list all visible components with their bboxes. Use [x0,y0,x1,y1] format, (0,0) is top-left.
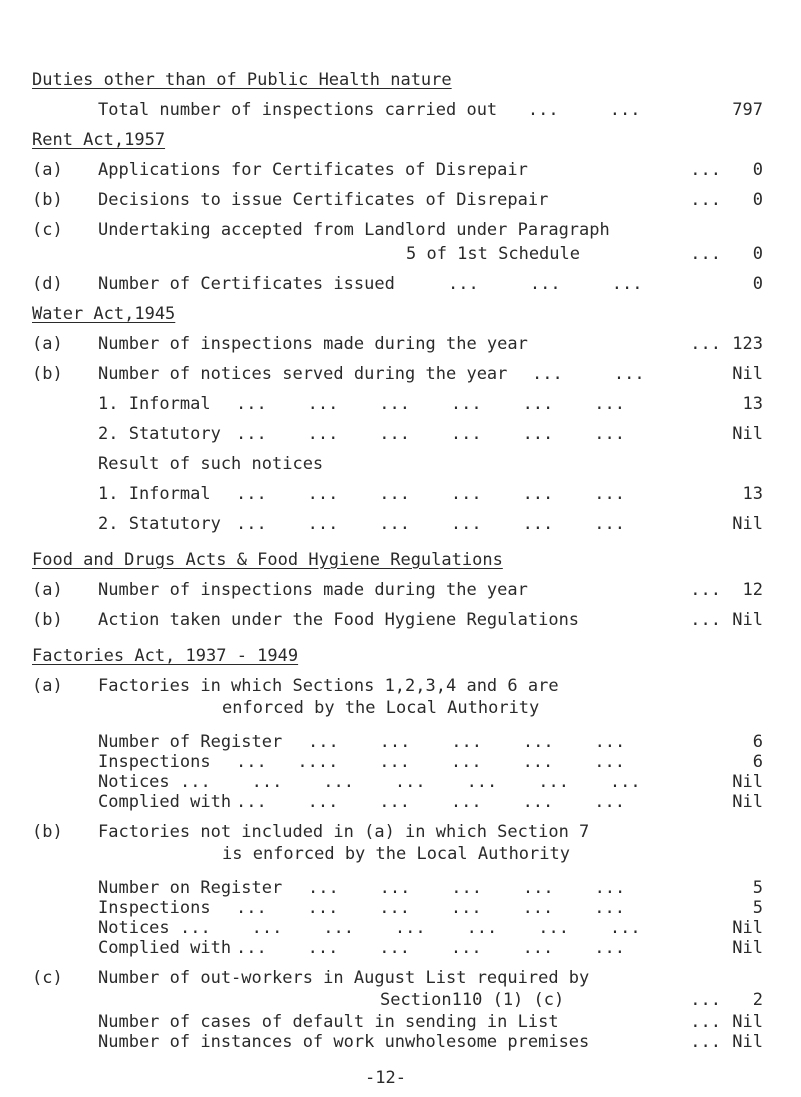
factories-a-row-value: 6 [752,752,763,772]
leader-dots: ... ... ... ... ... ... [236,394,625,414]
factories-a-label: (a) [32,676,63,696]
factories-c-value: 2 [752,990,763,1010]
served-informal-text: 1. Informal [98,394,211,414]
leader-dots: ... [690,610,721,630]
leader-dots: ... ... ... ... ... ... [236,514,625,534]
factories-c-row-value: Nil [732,1012,763,1032]
leader-dots: ... [690,1032,721,1052]
factories-b-row-text: Notices [98,918,170,938]
factories-b-row-value: Nil [732,918,763,938]
leader-dots: ... ... ... ... ... ... [236,792,625,812]
rent-item-text-cont: 5 of 1st Schedule [406,244,580,264]
food-item-label: (a) [32,580,63,600]
served-informal-value: 13 [742,394,763,414]
result-informal-text: 1. Informal [98,484,211,504]
leader-dots: ... [690,580,721,600]
leader-dots: ... ... ... ... ... [308,732,626,752]
leader-dots: ... [690,1012,721,1032]
served-statutory-text: 2. Statutory [98,424,221,444]
rent-item-label: (c) [32,220,63,240]
leader-dots: ... [690,990,721,1010]
rent-item-value: 0 [752,190,763,210]
leader-dots: ... ... ... ... ... [308,878,626,898]
result-statutory-text: 2. Statutory [98,514,221,534]
result-statutory-value: Nil [732,514,763,534]
water-item-label: (b) [32,364,63,384]
water-item-value: Nil [732,364,763,384]
rent-item-value: 0 [752,244,763,264]
food-item-text: Action taken under the Food Hygiene Regulations [98,610,580,630]
factories-a-row-value: Nil [732,792,763,812]
factories-c-row-text: Number of cases of default in sending in List [98,1012,559,1032]
leader-dots: ... ... [532,364,645,384]
served-statutory-value: Nil [732,424,763,444]
factories-heading: Factories Act, 1937 - 1949 [32,646,299,666]
leader-dots: ... [690,160,721,180]
factories-b-row-value: Nil [732,938,763,958]
factories-b-row-text: Inspections [98,898,211,918]
factories-a-row-text: Number of Register [98,732,283,752]
leader-dots: ... ... ... ... ... ... [236,424,625,444]
factories-a-row-text: Complied with [98,792,232,812]
factories-c-text: Number of out-workers in August List required by [98,968,590,988]
rent-item-text: Decisions to issue Certificates of Disrepair [98,190,549,210]
page-number: -12- [365,1068,406,1088]
water-act-heading: Water Act,1945 [32,304,176,324]
rent-item-value: 0 [752,274,763,294]
factories-a-text: Factories in which Sections 1,2,3,4 and 6 are [98,676,559,696]
food-item-text: Number of inspections made during the year [98,580,528,600]
leader-dots: ... ... ... [448,274,643,294]
leader-dots: ... .... ... ... ... ... [236,752,625,772]
factories-b-text: Factories not included in (a) in which Section 7 [98,822,590,842]
duties-heading: Duties other than of Public Health nature [32,70,452,90]
factories-a-row-value: 6 [752,732,763,752]
factories-a-text-cont: enforced by the Local Authority [222,698,540,718]
total-inspections-label: Total number of inspections carried out ... ... [98,100,641,120]
rent-item-text: Undertaking accepted from Landlord under Paragraph [98,220,610,240]
food-item-value: Nil [732,610,763,630]
factories-a-row-value: Nil [732,772,763,792]
rent-item-label: (d) [32,274,63,294]
factories-c-row-value: Nil [732,1032,763,1052]
leader-dots: ... ... ... ... ... ... [236,898,625,918]
leader-dots: ... [690,190,721,210]
total-inspections-value: 797 [732,100,763,120]
food-heading: Food and Drugs Acts & Food Hygiene Regulations [32,550,503,570]
leader-dots: ... ... ... ... ... ... ... [180,772,641,792]
leader-dots: ... [690,244,721,264]
water-item-label: (a) [32,334,63,354]
water-item-text: Number of notices served during the year [98,364,508,384]
factories-c-row-text: Number of instances of work unwholesome premises [98,1032,590,1052]
rent-item-value: 0 [752,160,763,180]
factories-c-text-cont: Section110 (1) (c) [380,990,565,1010]
result-of-notices-label: Result of such notices [98,454,324,474]
factories-b-label: (b) [32,822,63,842]
factories-b-row-text: Complied with [98,938,232,958]
leader-dots: ... ... ... ... ... ... [236,484,625,504]
leader-dots: ... ... ... ... ... ... [236,938,625,958]
factories-a-row-text: Inspections [98,752,211,772]
factories-b-row-text: Number on Register [98,878,283,898]
factories-b-row-value: 5 [752,878,763,898]
factories-a-row-text: Notices [98,772,170,792]
rent-act-heading: Rent Act,1957 [32,130,166,150]
food-item-label: (b) [32,610,63,630]
total-inspections-text: Total number of inspections carried out [98,100,498,120]
leader-dots: ... ... ... ... ... ... ... [180,918,641,938]
factories-b-text-cont: is enforced by the Local Authority [222,844,570,864]
water-item-value: 123 [732,334,763,354]
rent-item-text: Number of Certificates issued [98,274,395,294]
factories-b-row-value: 5 [752,898,763,918]
leader-dots: ... [690,334,721,354]
food-item-value: 12 [742,580,763,600]
rent-item-label: (a) [32,160,63,180]
rent-item-text: Applications for Certificates of Disrepair [98,160,528,180]
factories-c-label: (c) [32,968,63,988]
result-informal-value: 13 [742,484,763,504]
rent-item-label: (b) [32,190,63,210]
water-item-text: Number of inspections made during the year [98,334,528,354]
